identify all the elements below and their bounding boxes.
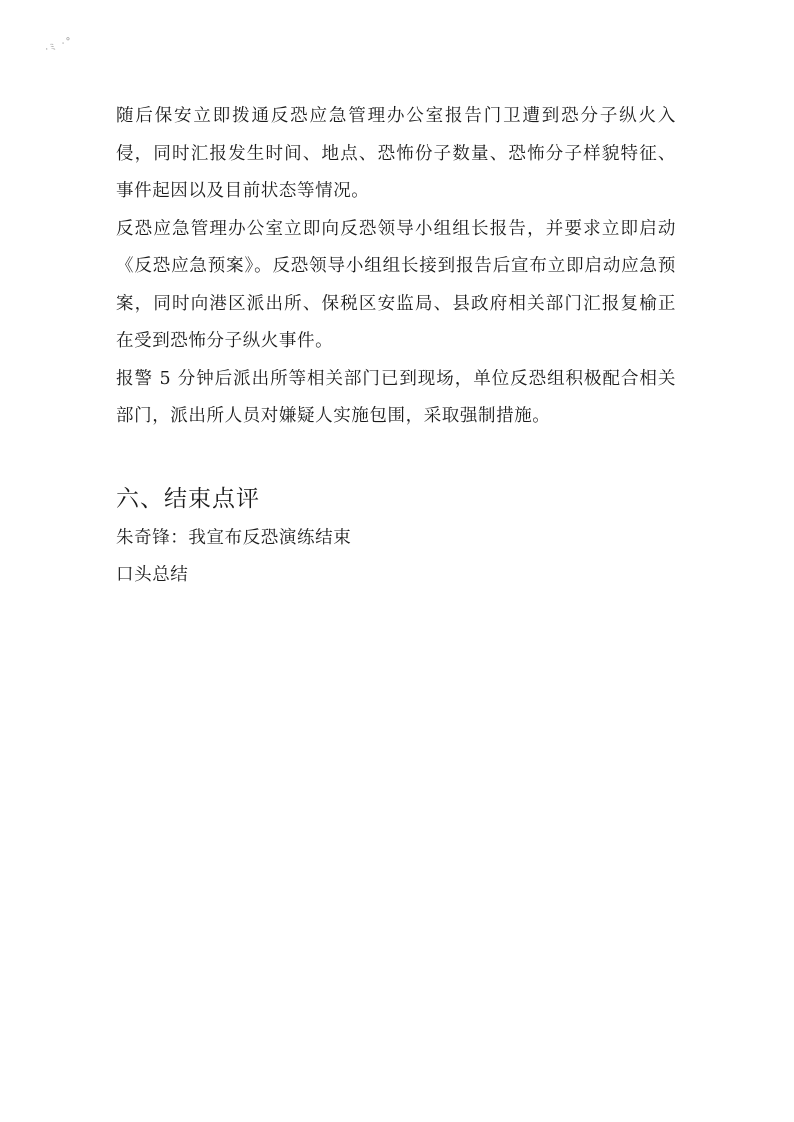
section-title: 六、结束点评 [116, 485, 260, 512]
document-body [116, 98, 676, 595]
closing-line-summary: 口头总结 [116, 565, 189, 585]
paragraph-guard-report: 随后保安立即拨通反恐应急管理办公室报告门卫遭到恐分子纵火入侵，同时汇报发生时间、地点、恐怖份子数量、恐怖分子样貌特征、事件起因以及目前状态等情况。 [116, 106, 676, 201]
paragraph-police-arrival: 报警 5 分钟后派出所等相关部门已到现场，单位反恐组积极配合相关部门，派出所人员对嫌疑人实施包围，采取强制措施。 [116, 368, 676, 426]
scan-artifact-mark: ·ﾐ ·° [43, 35, 76, 56]
closing-line-announcement: 朱奇锋：我宣布反恐演练结束 [116, 527, 352, 548]
paragraph-office-report: 反恐应急管理办公室立即向反恐领导小组组长报告，并要求立即启动《反恐应急预案》。反恐领导小组组长接到报告后宣布立即启动应急预案，同时向港区派出所、保税区安监局、县政府相关部门汇报复榆正在受到恐怖分子纵火事件。 [116, 218, 676, 351]
